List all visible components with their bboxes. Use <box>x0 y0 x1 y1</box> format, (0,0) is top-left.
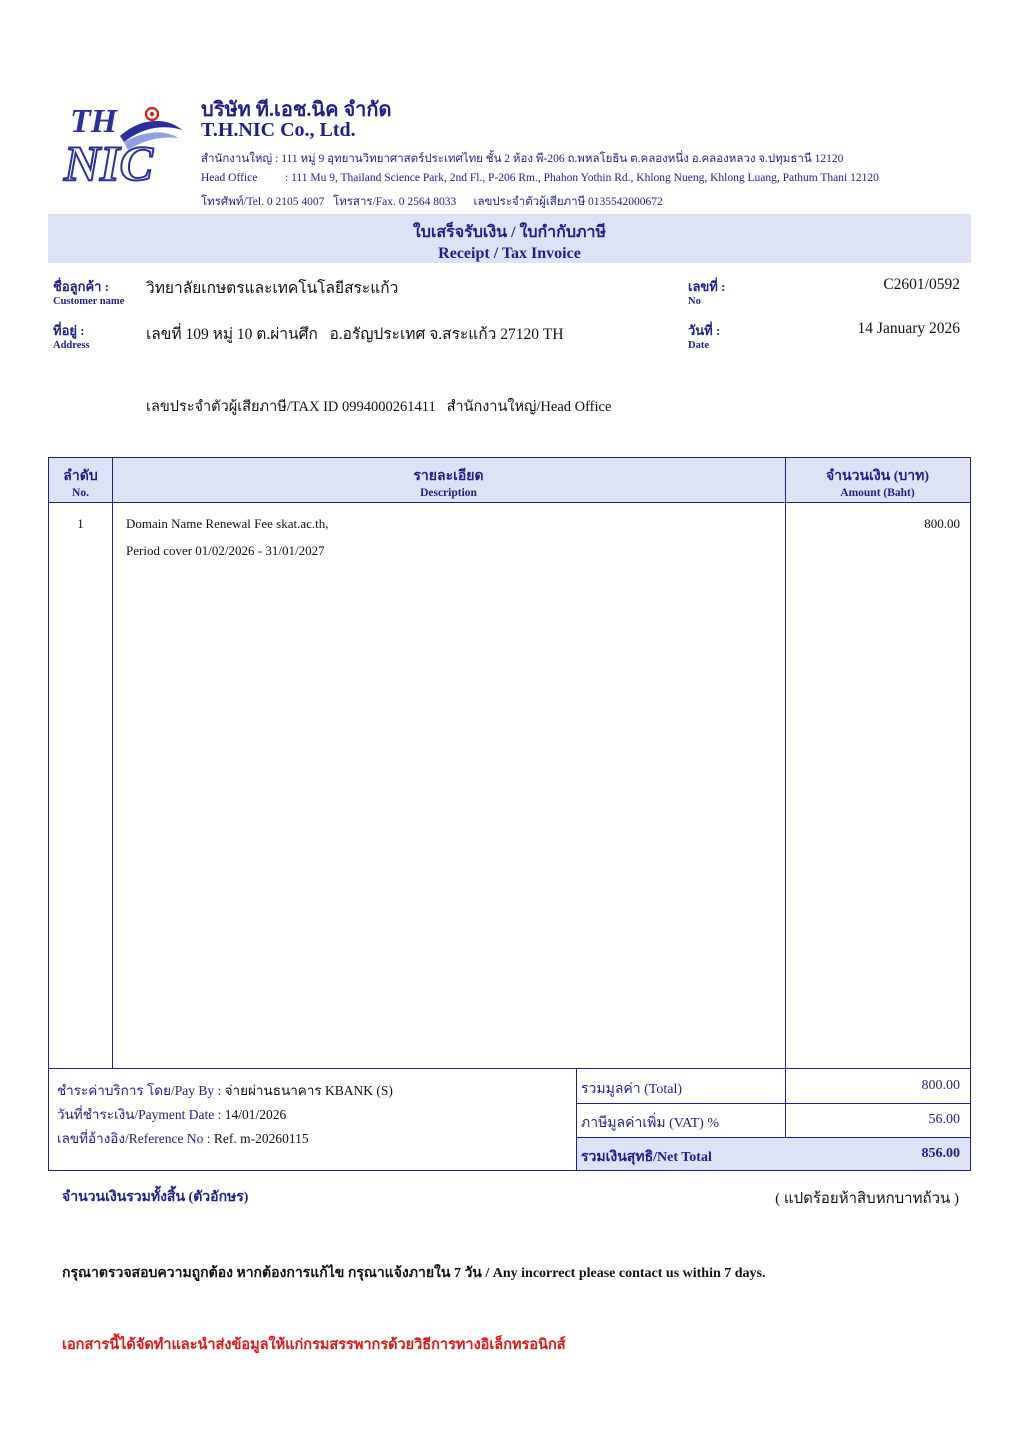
net-total-value: 856.00 <box>921 1146 960 1161</box>
customer-name: วิทยาลัยเกษตรและเทคโนโลยีสระแก้ว <box>146 280 399 297</box>
total-label: รวมมูลค่า (Total) <box>581 1082 683 1097</box>
summary-divider <box>576 1137 970 1138</box>
doc-no-label: เลขที่ : No <box>688 279 726 307</box>
vat-label: ภาษีมูลค่าเพิ่ม (VAT) % <box>581 1116 719 1131</box>
amount-in-words: ( แปดร้อยห้าสิบหกบาทถ้วน ) <box>775 1191 959 1207</box>
header-amount: จำนวนเงิน (บาท) Amount (Baht) <box>825 469 930 499</box>
logo-text-nic: NIC <box>64 135 153 188</box>
document-title-en: Receipt / Tax Invoice <box>438 245 581 262</box>
customer-tax-id: เลขประจำตัวผู้เสียภาษี/TAX ID 0994000261411 สำนักงานใหญ่/Head Office <box>146 399 612 415</box>
company-contact: โทรศัพท์/Tel. 0 2105 4007 โทรสาร/Fax. 0 2564 8033 เลขประจำตัวผู้เสียภาษี 0135542000672 <box>201 196 663 208</box>
col-divider <box>785 458 786 1170</box>
row-no: 1 <box>77 516 84 531</box>
company-logo <box>62 96 188 188</box>
customer-address: เลขที่ 109 หมู่ 10 ต.ผ่านศึก อ.อรัญประเทศ จ.สระแก้ว 27120 TH <box>146 326 564 343</box>
doc-no: C2601/0592 <box>883 276 960 293</box>
header-no: ลำดับ No. <box>63 469 98 499</box>
company-address-en <box>201 172 879 184</box>
header-description: รายละเอียด Description <box>413 469 484 499</box>
address-th-value: 111 หมู่ 9 อุทยานวิทยาศาสตร์ประเทศไทย ชั้น 2 ห้อง พี-206 ถ.พหลโยธิน ต.คลองหนึ่ง อ.คลองหลวง จ.ปทุมธานี 12120 <box>281 153 844 165</box>
pay-by-value: จ่ายผ่านธนาคาร KBANK (S) <box>224 1083 393 1098</box>
total-value: 800.00 <box>921 1078 960 1093</box>
correction-notice: กรุณาตรวจสอบความถูกต้อง หากต้องการแก้ไข กรุณาแจ้งภายใน 7 วัน / Any incorrect please contact us within 7 days. <box>62 1266 766 1281</box>
reference-no-value: Ref. m-20260115 <box>213 1131 309 1146</box>
net-total-label: รวมเงินสุทธิ/Net Total <box>581 1150 712 1165</box>
pay-by: ชำระค่าบริการ โดย/Pay By : จ่ายผ่านธนาคาร KBANK (S) <box>57 1083 393 1098</box>
address-th-label: สำนักงานใหญ่ : <box>201 153 279 165</box>
address-en-label: Head Office <box>201 172 258 184</box>
logo-text-th: TH <box>70 103 118 140</box>
customer-address-label: ที่อยู่ : Address <box>53 323 90 351</box>
doc-date: 14 January 2026 <box>857 320 960 337</box>
amount-in-words-label: จำนวนเงินรวมทั้งสิ้น (ตัวอักษร) <box>62 1190 249 1205</box>
col-divider <box>112 458 113 1068</box>
row-amount: 800.00 <box>924 516 960 531</box>
footer-divider <box>49 1068 970 1069</box>
company-address-th <box>201 150 843 168</box>
table-header <box>49 458 970 503</box>
document-title-band <box>48 214 971 263</box>
document-title-th: ใบเสร็จรับเงิน / ใบกำกับภาษี <box>412 224 607 241</box>
company-name-th: บริษัท ที.เอช.นิค จำกัด <box>201 99 392 121</box>
payment-date: วันที่ชำระเงิน/Payment Date : 14/01/2026 <box>57 1107 287 1122</box>
items-table <box>48 457 971 1171</box>
vat-value: 56.00 <box>928 1112 960 1127</box>
row-description-line1: Domain Name Renewal Fee skat.ac.th, <box>126 516 329 531</box>
row-description-line2: Period cover 01/02/2026 - 31/01/2027 <box>126 543 325 558</box>
reference-no: เลขที่อ้างอิง/Reference No : Ref. m-20260115 <box>57 1131 309 1146</box>
etax-notice: เอกสารนี้ได้จัดทำและนำส่งข้อมูลให้แก่กรมสรรพากรด้วยวิธีการทางอิเล็กทรอนิกส์ <box>62 1337 566 1353</box>
doc-date-label: วันที่ : Date <box>688 323 721 351</box>
customer-name-label: ชื่อลูกค้า : Customer name <box>53 279 125 307</box>
payment-date-value: 14/01/2026 <box>224 1107 287 1122</box>
company-name-en: T.H.NIC Co., Ltd. <box>201 119 356 141</box>
address-en-value: : 111 Mu 9, Thailand Science Park, 2nd Fl., P-206 Rm., Phahon Yothin Rd., Khlong Nueng, Khlong Luang, Pathum Thani 12120 <box>285 172 879 184</box>
summary-divider <box>576 1103 970 1104</box>
